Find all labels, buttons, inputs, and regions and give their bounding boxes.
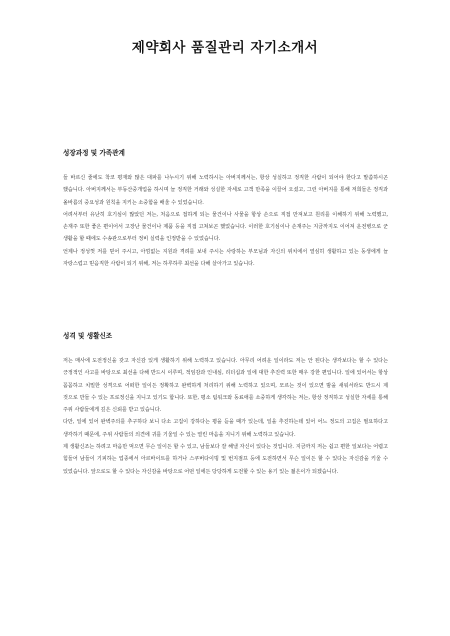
- document-title: 제약회사 품질관리 자기소개서: [131, 40, 319, 56]
- section-personality-motto: [63, 332, 388, 478]
- paragraph: 들 바르신 줄에도 착코 평재와 많은 대파를 나누시기 위해 노력하시는 아버지께서는, 항상 성실하고 정직한 사람이 되어야 한다고 말씀하시곤 했습니다. 아버지께서는 부동산중개업을 하시며 늘 정직한 거래와 성실한 자세로 고객 만족을 이끌어 오셨고, 그런 아버지를 통해 저희들은 정직과 올바름의 중요성과 원칙을 지키는 소중함을 배울 수 있었습니다.: [63, 175, 388, 206]
- paragraph: 저는 매사에 도전정신을 갖고 자신감 있게 생활하기 위해 노력하고 있습니다. 아무리 어려운 일이라도 저는 안 된다는 생각보다는 할 수 있다는 긍정적인 사고를 바탕으로 최선을 다해 반드시 이루며, 적임감과 인내심, 리더십과 일에 대한 추진력 또한 매우 강한 편입니다. 일에 있어서는 항상 꼼꼼하고 치밀한 성격으로 어떠한 일이든 정확하고 완벽하게 처리하기 위해 노력하고 있으며, 모르는 것이 있으면 밤을 새워서라도 반드시 제 것으로 만들 수 있는 프로정신을 지니고 있기도 합니다. 또한, 평소 팀워크와 동료애를 소중하게 생각하는 저는, 항상 정직하고 성실한 자세를 통해 주위 사람들에게 깊은 신뢰를 받고 있습니다.: [63, 358, 388, 414]
- section-heading: 성장과정 및 가족관계: [63, 149, 125, 157]
- paragraph: 언제나 정성껏 저를 믿어 주시고, 아낌없는 지원과 격려를 보내 주시는 사랑하는 부모님과 자신의 위치에서 열심히 생활하고 있는 동생에게 늘 자랑스럽고 믿음직한 사람이 되기 위해, 저는 하루하루 최선을 다해 살아가고 있습니다.: [63, 248, 388, 268]
- section-heading: 성격 및 생활신조: [63, 332, 113, 340]
- section-growth-family: [63, 149, 388, 270]
- section-body: [63, 355, 388, 478]
- paragraph: 다만, 일에 있어 완벽주의를 추구하다 보니 다소 고집이 강하다는 평을 듣을 때가 있는데, 일을 추진하는데 있어 어느 정도의 고집은 필요하다고 생각하기 때문에, 주위 사람들의 의견에 귀를 기울일 수 있는 열린 마음을 지니기 위해 노력하고 있습니다.: [63, 419, 388, 438]
- paragraph: 제 생활신조는 하려고 마음만 먹으면 무슨 일이든 할 수 있고, 남들보다 잘 해낼 자신이 있다는 것입니다. 지금까지 저는 쉽고 편한 일보다는 어렵고 힘들어 남들이 기피하는 업종에서 아르바이트를 하거나 스쿠버다이빙 및 번지점프 등에 도전하면서 무슨 일이든 할 수 있다는 자신감을 키울 수 있었습니다. 앞으로도 할 수 있다는 자신감을 바탕으로 어떤 일에든 당당하게 도전할 수 있는 용기 있는 젊은이가 되겠습니다.: [63, 444, 388, 475]
- paragraph: 어려서부터 유난히 호기심이 많았던 저는, 처음으로 접하게 되는 물건이나 사물을 항상 손으로 직접 만져보고 원리를 이해하기 위해 노력했고, 손재주 또한 좋은 편이어서 고장난 물건이나 제품 등을 직접 고쳐보곤 했었습니다. 이러한 호기심이나 손재주는 지금까지도 이어져 운전병으로 군 생활을 할 때에도 수송관으로부터 정비 실력을 인정받을 수 있었습니다.: [63, 211, 388, 243]
- section-body: [63, 172, 388, 270]
